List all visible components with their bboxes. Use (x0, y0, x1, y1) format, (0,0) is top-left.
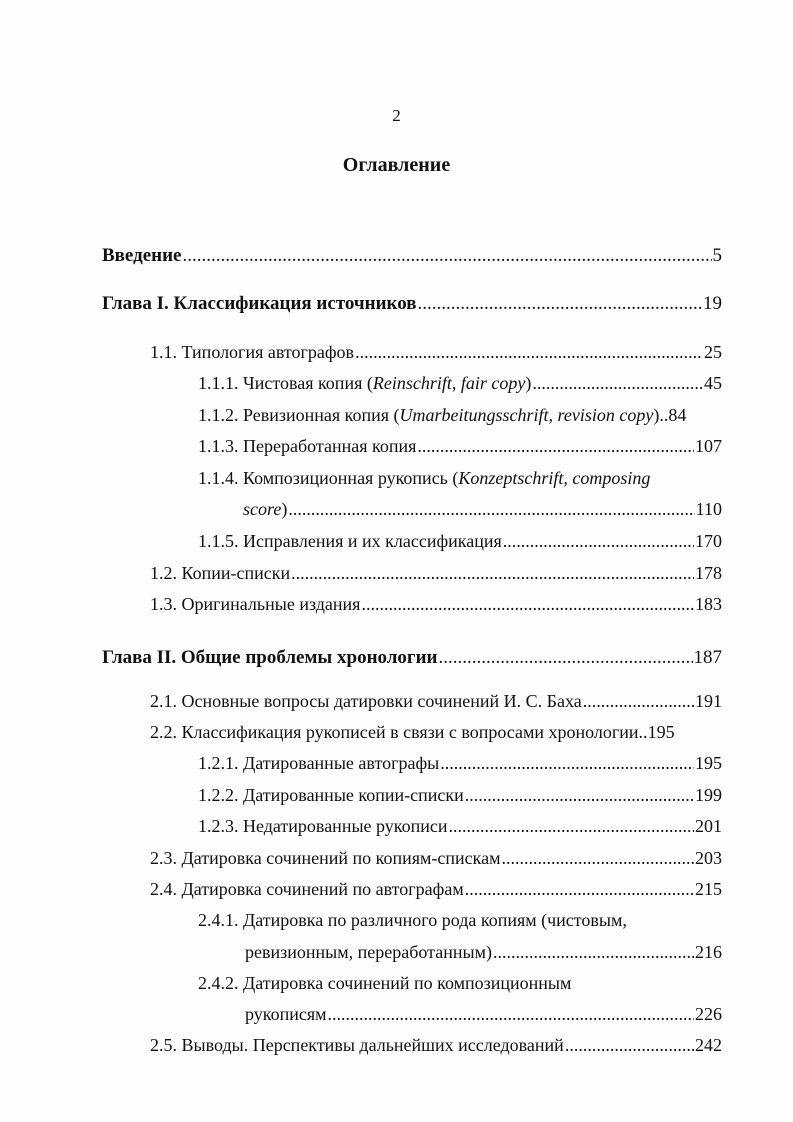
toc-entry-label: Глава II. Общие проблемы хронологии (102, 647, 438, 668)
dot-leader (565, 1033, 694, 1057)
toc-entry-1-1[interactable] (150, 340, 722, 364)
toc-entry-page: 216 (695, 942, 722, 962)
toc-entry-2-4-1[interactable] (198, 908, 627, 932)
toc-entry-label: 2.2. Классификация рукописей в связи с вопросами хронологии.. (150, 722, 648, 742)
toc-entry-page: 183 (695, 594, 722, 614)
toc-entry-label: 1.1.2. Ревизионная копия (Umarbeitungsschrift, revision copy).. (198, 405, 669, 425)
toc-entry-1-1-4-cont[interactable] (243, 497, 722, 521)
dot-leader (440, 751, 694, 775)
toc-entry-label: 1.1.5. Исправления и их классификация (198, 531, 502, 551)
toc-entry-1-1-1[interactable] (198, 371, 722, 395)
toc-entry-page: 203 (695, 848, 722, 868)
toc-entry-label: 2.4.2. Датировка сочинений по композиционным (198, 973, 572, 993)
toc-entry-page: 107 (695, 436, 722, 456)
toc-entry-label: Введение (102, 245, 182, 266)
toc-entry-label: рукописям (245, 1004, 327, 1024)
page-title: Оглавление (342, 154, 451, 176)
toc-entry-page: 110 (695, 499, 722, 519)
toc-entry-1-2-3[interactable] (198, 814, 722, 838)
toc-entry-page: 242 (695, 1035, 722, 1055)
toc-entry-label: 1.1.4. Композиционная рукопись (Konzeptschrift, composing (198, 468, 651, 488)
toc-entry-label: 1.1.3. Переработанная копия (198, 436, 417, 456)
dot-leader (417, 434, 694, 458)
toc-entry-1-2-1[interactable] (198, 751, 722, 775)
toc-entry-2-1[interactable] (150, 689, 722, 713)
toc-entry-label: score) (243, 499, 288, 519)
toc-entry-1-1-5[interactable] (198, 529, 722, 553)
dot-leader (328, 1002, 694, 1026)
toc-entry-page: 195 (695, 753, 722, 773)
toc-entry-label: 1.2.1. Датированные автографы (198, 753, 440, 773)
toc-entry-2-4[interactable] (150, 877, 722, 901)
dot-leader (291, 561, 694, 585)
toc-entry-label: 2.4. Датировка сочинений по автографам (150, 879, 464, 899)
toc-entry-label: 2.1. Основные вопросы датировки сочинений И. С. Баха (150, 691, 582, 711)
toc-entry-label: 1.2. Копии-списки (150, 563, 291, 583)
toc-entry-page: 191 (695, 691, 722, 711)
toc-entry-1-1-4[interactable] (198, 466, 650, 490)
toc-entry-label: 1.2.2. Датированные копии-списки (198, 785, 464, 805)
toc-entry-label: 2.5. Выводы. Перспективы дальнейших исследований (150, 1035, 564, 1055)
dot-leader (355, 340, 703, 364)
toc-entry-2-4-2-cont[interactable] (245, 1002, 722, 1026)
toc-entry-1-3[interactable] (150, 592, 722, 616)
toc-entry-page: 5 (712, 245, 722, 266)
toc-entry-1-1-2[interactable] (198, 403, 722, 427)
toc-entry-label: 2.4.1. Датировка по различного рода копиям (чистовым, (198, 910, 627, 930)
toc-entry-label: 1.3. Оригинальные издания (150, 594, 361, 614)
toc-entry-label: 1.2.3. Недатированные рукописи (198, 816, 448, 836)
dot-leader (493, 940, 694, 964)
toc-entry-1-2[interactable] (150, 561, 722, 585)
toc-entry-chapter-1[interactable] (102, 292, 722, 316)
page-number: 2 (392, 106, 401, 125)
toc-entry-2-4-2[interactable] (198, 971, 571, 995)
toc-entry-2-2[interactable] (150, 720, 722, 744)
toc-entry-page: 226 (695, 1004, 722, 1024)
toc-entry-label: 2.3. Датировка сочинений по копиям-спискам (150, 848, 501, 868)
dot-leader (183, 244, 712, 268)
toc-entry-label: Глава I. Классификация источников (102, 293, 417, 314)
dot-leader (438, 646, 692, 670)
toc-entry-page: 45 (704, 373, 722, 393)
dot-leader (288, 497, 694, 521)
toc-entry-page: 178 (695, 563, 722, 583)
toc-entry-2-5[interactable] (150, 1033, 722, 1057)
dot-leader (361, 592, 694, 616)
toc-entry-intro[interactable] (102, 244, 722, 268)
dot-leader (532, 371, 703, 395)
dot-leader (418, 292, 702, 316)
dot-leader (449, 814, 694, 838)
toc-entry-page: 25 (704, 342, 722, 362)
toc-entry-page: 195 (647, 722, 675, 742)
dot-leader (503, 529, 694, 553)
toc-entry-label: 1.1.1. Чистовая копия (Reinschrift, fair copy) (198, 373, 532, 393)
toc-entry-page: 201 (695, 816, 722, 836)
toc-entry-page: 215 (695, 879, 722, 899)
toc-entry-1-2-2[interactable] (198, 783, 722, 807)
toc-entry-page: 199 (695, 785, 722, 805)
dot-leader (465, 877, 694, 901)
toc-entry-1-1-3[interactable] (198, 434, 722, 458)
dot-leader (465, 783, 694, 807)
dot-leader (501, 846, 694, 870)
toc-entry-2-3[interactable] (150, 846, 722, 870)
toc-entry-page: 19 (703, 293, 722, 314)
dot-leader (583, 689, 694, 713)
toc-entry-2-4-1-cont[interactable] (245, 940, 722, 964)
toc-entry-chapter-2[interactable] (102, 646, 722, 670)
toc-entry-page: 170 (695, 531, 722, 551)
toc-entry-label: 1.1. Типология автографов (150, 342, 355, 362)
toc-entry-page: 84 (668, 405, 687, 425)
toc-entry-label: ревизионным, переработанным) (245, 942, 492, 962)
toc-entry-page: 187 (693, 647, 722, 668)
